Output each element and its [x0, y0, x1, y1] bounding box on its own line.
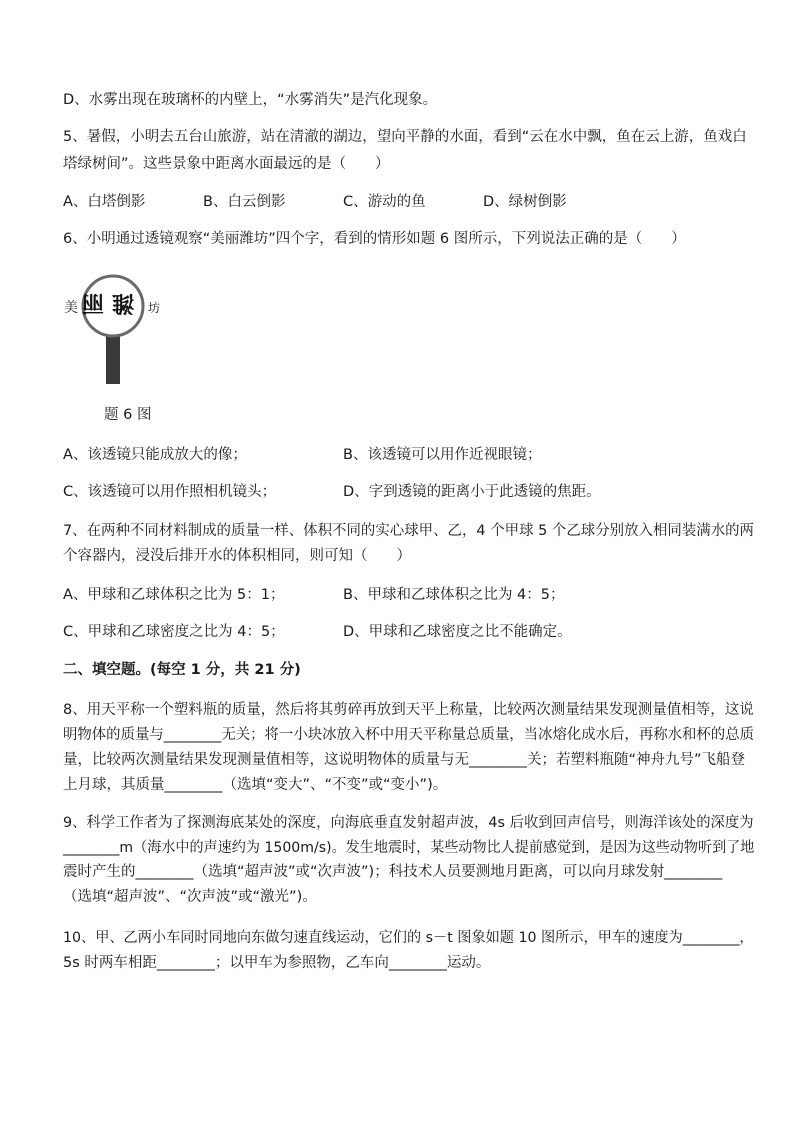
q10-line-2: 5s 时两车相距________；以甲车为参照物，乙车向________运动。 — [63, 955, 491, 971]
q6-option-d: D、字到透镜的距离小于此透镜的焦距。 — [343, 484, 601, 500]
q6-option-c: C、该透镜可以用作照相机镜头； — [63, 484, 277, 500]
q7-option-a: A、甲球和乙球体积之比为 5：1； — [63, 587, 285, 603]
q9-line-2: ________m（海水中的声速约为 1500m/s)。发生地震时，某些动物比人提前感觉到，是因为这些动物听到了地 — [63, 840, 755, 856]
lens-inverted-char-1: 丽 — [81, 290, 104, 315]
q5-stem-line-2: 塔绿树间”。这些景象中距离水面最远的是（ ） — [63, 156, 390, 172]
q7-stem-line-2: 个容器内，浸没后排开水的体积相同，则可知（ ） — [63, 548, 411, 564]
q6-figure-magnifier — [60, 272, 180, 387]
q9-line-4: （选填“超声波”、“次声波”或“激光”)。 — [63, 889, 317, 905]
q5-option-a: A、白塔倒影 — [63, 194, 146, 210]
magnifier-handle — [106, 332, 120, 384]
section-2-title: 二、填空题。(每空 1 分，共 21 分) — [63, 662, 301, 678]
q9-line-3: 震时产生的________（选填“超声波”或“次声波”)；科技术人员要测地月距离，可以向月球发射________ — [63, 864, 723, 880]
q8-line-3: 量，比较两次测量结果发现测量值相等，这说明物体的质量与无________关；若塑料瓶随“神舟九号”飞船登 — [63, 752, 746, 768]
q6-stem: 6、小明通过透镜观察“美丽潍坊”四个字，看到的情形如题 6 图所示，下列说法正确的是（ ） — [63, 231, 686, 247]
q7-option-d: D、甲球和乙球密度之比不能确定。 — [343, 624, 572, 640]
fig-left-char: 美 — [64, 300, 78, 316]
q10-line-1: 10、甲、乙两小车同时同地向东做匀速直线运动，它们的 s－t 图象如题 10 图所示，甲车的速度为________， — [63, 930, 754, 946]
fig-right-char: 坊 — [148, 301, 161, 315]
q8-line-2: 明物体的质量与________无关；将一小块冰放入杯中用天平称量总质量，当冰熔化成水后，再称水和杯的总质 — [63, 727, 754, 743]
q5-option-b: B、白云倒影 — [203, 194, 286, 210]
magnifier-illustration — [60, 272, 180, 387]
q6-option-a: A、该透镜只能成放大的像； — [63, 447, 247, 463]
q6-figure-caption: 题 6 图 — [104, 407, 152, 423]
q6-option-b: B、该透镜可以用作近视眼镜； — [343, 447, 542, 463]
q8-line-4: 上月球，其质量________（选填“变大”、“不变”或“变小”)。 — [63, 777, 448, 793]
q5-option-d: D、绿树倒影 — [483, 194, 567, 210]
q7-stem-line-1: 7、在两种不同材料制成的质量一样、体积不同的实心球甲、乙，4 个甲球 5 个乙球分别放入相同装满水的两 — [63, 523, 754, 539]
q8-line-1: 8、用天平称一个塑料瓶的质量，然后将其剪碎再放到天平上称量，比较两次测量结果发现测量值相等，这说 — [63, 702, 754, 718]
q5-option-c: C、游动的鱼 — [343, 194, 426, 210]
q7-option-b: B、甲球和乙球体积之比为 4：5； — [343, 587, 565, 603]
q7-option-c: C、甲球和乙球密度之比为 4：5； — [63, 624, 285, 640]
q9-line-1: 9、科学工作者为了探测海底某处的深度，向海底垂直发射超声波，4s 后收到回声信号，则海洋该处的深度为 — [63, 815, 754, 831]
q5-stem-line-1: 5、暑假，小明去五台山旅游，站在清澈的湖边，望向平静的水面，看到“云在水中飘，鱼在云上游，鱼戏白 — [63, 129, 747, 145]
q4-option-d: D、水雾出现在玻璃杯的内壁上，“水雾消失”是汽化现象。 — [63, 92, 438, 108]
lens-inverted-char-2: 潍 — [111, 290, 134, 315]
